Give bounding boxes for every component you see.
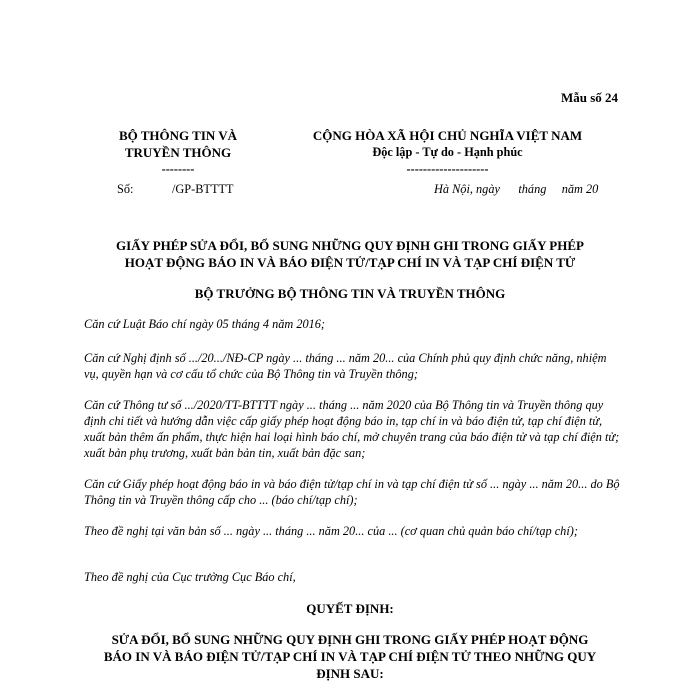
ministry-line-2: TRUYỀN THÔNG (124, 145, 232, 160)
basis-paragraph-2: Căn cứ Nghị định số .../20.../NĐ-CP ngày ... tháng ... năm 20... của Chính phủ quy định chức năng, nhiệm vụ, quyền hạn và cơ cấu tổ chức của Bộ Thông tin và Truyền thông; (84, 351, 607, 381)
nation-motto: Độc lập - Tự do - Hạnh phúc (372, 145, 523, 159)
authority-heading: BỘ TRƯỞNG BỘ THÔNG TIN VÀ TRUYỀN THÔNG (194, 286, 506, 301)
ministry-line-1: BỘ THÔNG TIN VÀ (118, 128, 238, 143)
title-line-1: GIẤY PHÉP SỬA ĐỔI, BỔ SUNG NHỮNG QUY ĐỊNH GHI TRONG GIẤY PHÉP (116, 238, 584, 253)
amend-line-2: BÁO IN VÀ BÁO ĐIỆN TỬ/TẠP CHÍ IN VÀ TẠP CHÍ ĐIỆN TỬ THEO NHỮNG QUY (103, 649, 597, 664)
number-label: Số: (117, 182, 134, 196)
nation-rule: -------------------- (406, 162, 489, 176)
basis-paragraph-1: Căn cứ Luật Báo chí ngày 05 tháng 4 năm 2016; (84, 317, 326, 331)
decision-heading: QUYẾT ĐỊNH: (306, 601, 394, 616)
form-number: Mẫu số 24 (560, 90, 618, 105)
title-line-2: HOẠT ĐỘNG BÁO IN VÀ BÁO ĐIỆN TỬ/TẠP CHÍ IN VÀ TẠP CHÍ ĐIỆN TỬ (124, 255, 576, 270)
basis-paragraph-5: Theo đề nghị tại văn bản số ... ngày ... tháng ... năm 20... của ... (cơ quan chủ quản báo chí/tạp chí); (84, 524, 578, 538)
basis-paragraph-3: Căn cứ Thông tư số .../2020/TT-BTTTT ngày ... tháng ... năm 2020 của Bộ Thông tin và Truyền thông quy định chi tiết và hướng dẫn việc cấp giấy phép hoạt động báo in, tạp chí in và báo điện tử, tạp chí điện tử, xuất bản thêm ấn phẩm, thực hiện hai loại hình báo chí, mở chuyên trang của báo điện tử và tạp chí điện tử; xuất bản phụ trương, xuất bản bản tin, xuất bản đặc san; (84, 398, 620, 460)
amend-line-3: ĐỊNH SAU: (316, 666, 384, 681)
place-date: Hà Nội, ngày tháng năm 20 (434, 182, 599, 196)
nation-line-1: CỘNG HÒA XÃ HỘI CHỦ NGHĨA VIỆT NAM (312, 128, 583, 143)
amend-line-1: SỬA ĐỔI, BỔ SUNG NHỮNG QUY ĐỊNH GHI TRONG GIẤY PHÉP HOẠT ĐỘNG (111, 632, 589, 647)
number-code: /GP-BTTTT (172, 182, 234, 196)
basis-paragraph-4: Căn cứ Giấy phép hoạt động báo in và báo điện tử/tạp chí in và tạp chí điện tử số ... ngày ... năm 20... do Bộ Thông tin và Truyền thông cấp cho ... (báo chí/tạp chí); (84, 477, 620, 507)
ministry-rule: -------- (161, 162, 195, 176)
basis-paragraph-6: Theo đề nghị của Cục trưởng Cục Báo chí, (84, 570, 296, 584)
